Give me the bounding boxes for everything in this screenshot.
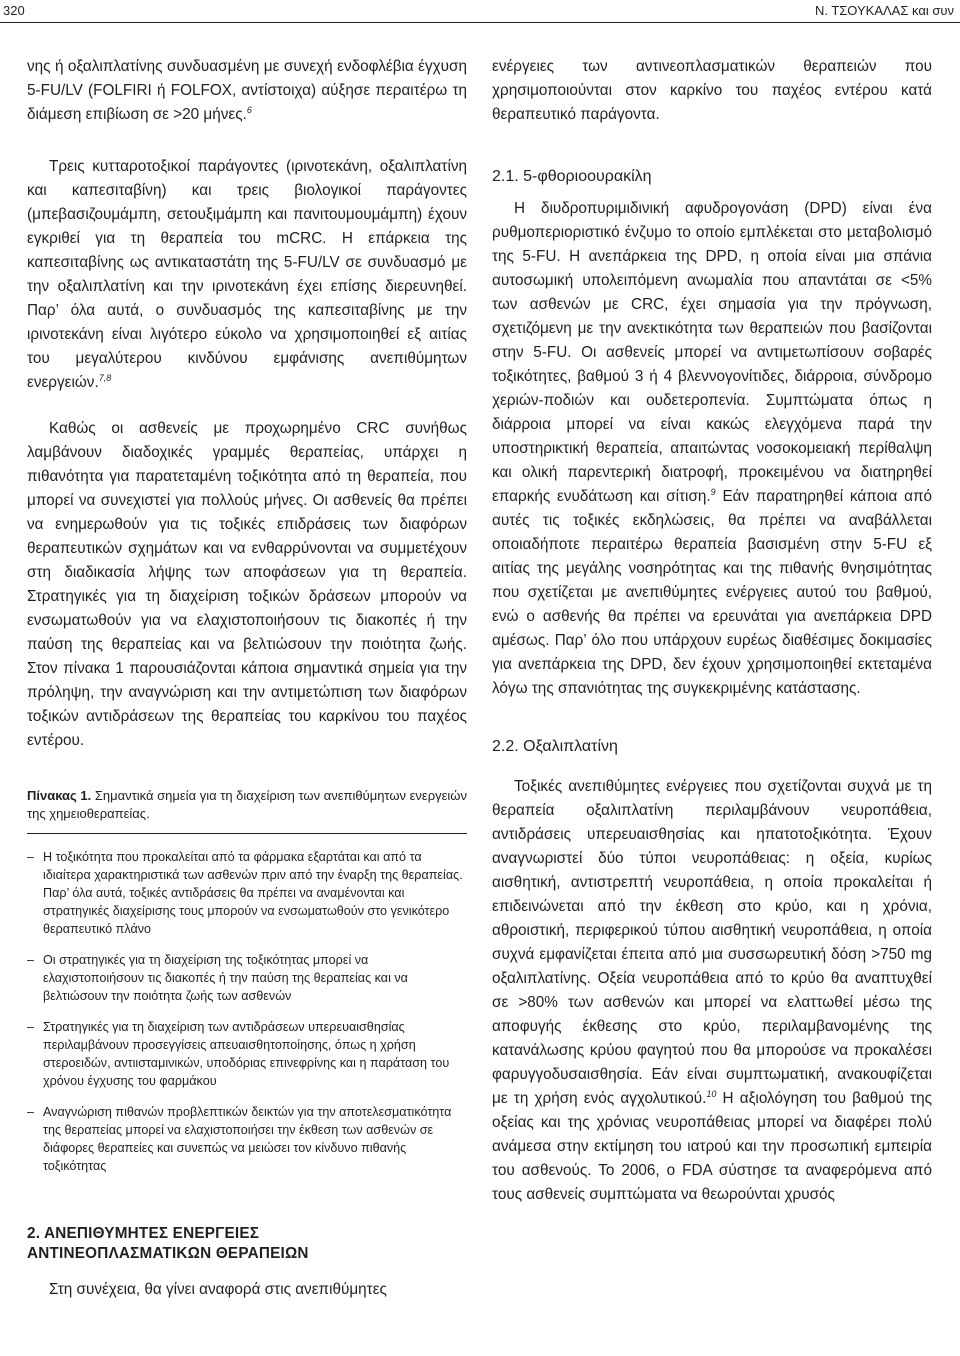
dash-bullet: – (27, 850, 35, 864)
citation-ref: 10 (706, 1088, 717, 1099)
list-item (27, 951, 467, 1005)
section-2-heading-line2: ΑΝΤΙΝΕΟΠΛΑΣΜΑΤΙΚΩΝ ΘΕΡΑΠΕΙΩΝ (27, 1245, 309, 1262)
list-item (27, 1018, 467, 1090)
left-column (27, 55, 467, 1302)
paragraph-text: Η αξιολόγηση του βαθμού της οξείας και της χρόνιας νευροπάθειας μπορεί να διαφέρει πολύ ανάμεσα στην εκτίμηση του ιατρού και την προσωπική εμπειρία του ασθενούς. Το 2006, ο FDA σύστησε τα αναφερόμενα από τους ασθενείς συμπτώματα να θεωρούνται χρυσός (492, 1090, 933, 1203)
table-caption-text: Σημαντικά σημεία για τη διαχείριση των ανεπιθύμητων ενεργειών της χημειοθεραπείας. (27, 788, 467, 821)
running-head: Ν. ΤΣΟΥΚΑΛΑΣ και συν (814, 3, 954, 18)
paragraph-dpd (492, 197, 932, 701)
dash-bullet: – (27, 953, 35, 967)
paragraph-oxaliplatin (492, 775, 932, 1207)
list-item-text: Η τοξικότητα που προκαλείται από τα φάρμακα εξαρτάται και από τα ιδιαίτερα χαρακτηριστικά των ασθενών πριν από την έναρξη της θεραπείας. Παρ’ όλα αυτά, τοξικές αντιδράσεις θα πρέπει να αναμένονται και στρατηγικές διαχείρισης τους μπορούν να ενσωματωθούν στο γενικότερο θεραπευτικό πλάνο (43, 850, 463, 936)
section-2-heading-line1: 2. ΑΝΕΠΙΘΥΜΗΤΕΣ ΕΝΕΡΓΕΙΕΣ (27, 1225, 260, 1242)
citation-ref: 9 (710, 486, 716, 497)
paragraph-intro-continued (27, 55, 467, 127)
dash-bullet: – (27, 1105, 35, 1119)
right-column (492, 55, 932, 1207)
table-caption (27, 787, 467, 823)
citation-ref: 7,8 (98, 372, 112, 383)
paragraph-section2-intro: Στη συνέχεια, θα γίνει αναφορά στις ανεπιθύμητες (49, 1281, 387, 1298)
table-rule (27, 833, 467, 834)
citation-ref: 6 (246, 104, 252, 115)
header-rule (0, 22, 960, 23)
page-number: 320 (3, 3, 25, 18)
list-item-text: Οι στρατηγικές για τη διαχείριση της τοξικότητας μπορεί να ελαχιστοποιήσουν τις διακοπές ή την παύση της θεραπείας και να βελτιώσουν την ποιότητα ζωής των ασθενών (43, 953, 408, 1003)
paragraph-agents (27, 155, 467, 395)
paragraph-text: Εάν παρατηρηθεί κάποια από αυτές τις τοξικές εκδηλώσεις, θα πρέπει να αναβάλλεται οποιαδήποτε περαιτέρω θεραπεία βασισμένη στην 5-FU εξ αιτίας της μεγάλης νοσηρότητας και της πιθανής θνησιμότητας που σχετίζεται με ανεπιθύμητες ενέργειες αυτού του βαθμού, ενώ ο ασθενής θα πρέπει να ερευνάται για ανεπάρκεια DPD αμέσως. Παρ’ όλο που υπάρχουν ευρέως διαθέσιμες δοκιμασίες για ανεπάρκεια της DPD, δεν έχουν χρησιμοποιηθεί εκτεταμένα λόγω της σπανιότητας της συγκεκριμένης κατάστασης. (492, 488, 933, 697)
paragraph-text: νης ή οξαλιπλατίνης συνδυασμένη με συνεχή ενδοφλέβια έγχυση 5-FU/LV (FOLFIRI ή FOLFOX, αντίστοιχα) αύξησε περαιτέρω τη διάμεση επιβίωση σε >20 μήνες. (27, 58, 467, 123)
list-item (27, 1103, 467, 1175)
paragraph-text: Τρεις κυτταροτοξικοί παράγοντες (ιρινοτεκάνη, οξαλιπλατίνη και καπεσιταβίνη) και τρεις βιολογικοί παράγοντες (μπεβασιζουμάμπη, σετουξιμάμπη και πανιτουμουμάμπη) έχουν εγκριθεί για τη θεραπεία του mCRC. Η επάρκεια της καπεσιταβίνης ως αντικαταστάτη της 5-FU/LV σε συνδυασμό με την οξαλιπλατίνη και την ιρινοτεκάνη έχει επίσης διερευνηθεί. Παρ’ όλα αυτά, ο συνδυασμός της καπεσιταβίνης με την ιρινοτεκάνη είναι λιγότερο εύκολο να χρησιμοποιηθεί εξ αιτίας του μεγαλύτερου κινδύνου εμφάνισης ανεπιθύμητων ενεργειών. (27, 158, 467, 391)
page-header (0, 0, 960, 22)
paragraph-toxicity: Καθώς οι ασθενείς με προχωρημένο CRC συνήθως λαμβάνουν διαδοχικές γραμμές θεραπείας, υπάρχει η πιθανότητα για παρατεταμένη τοξικότητα από τη θεραπεία, που μπορεί να συνεχιστεί για πολλούς μήνες. Οι ασθενείς θα πρέπει να ενημερωθούν για τις τοξικές επιδράσεις των διαφόρων θεραπευτικών σχημάτων και να ενθαρρύνονται να συμμετέχουν στη διαδικασία λήψης των αποφάσεων για τη θεραπεία. Στρατηγικές για τη διαχείριση τοξικών δράσεων μπορούν να ενσωματωθούν για να ελαχιστοποιήσουν τις διακοπές ή την παύση της θεραπείας και να βελτιώσουν την ποιότητα ζωής. Στον πίνακα 1 παρουσιάζονται κάποια σημαντικά σημεία για την πρόληψη, την αναγνώριση και την αντιμετώπιση των διαφόρων τοξικών αντιδράσεων της θεραπείας του καρκίνου του παχέος εντέρου. (27, 420, 467, 749)
section-2-heading (27, 1224, 467, 1264)
subsection-2-1-heading: 2.1. 5-φθοριοουρακίλη (492, 168, 652, 185)
table-list (27, 848, 467, 1175)
list-item-text: Αναγνώριση πιθανών προβλεπτικών δεικτών για την αποτελεσματικότητα της θεραπείας μπορεί να ελαχιστοποιήσει την έκθεση των ασθενών σε διάφορες θεραπείες και συνεπώς να μειώσει τον κίνδυνο πιθανής τοξικότητας (43, 1105, 452, 1173)
list-item (27, 848, 467, 938)
dash-bullet: – (27, 1020, 35, 1034)
paragraph-section2-continued: ενέργειες των αντινεοπλασματικών θεραπειών που χρησιμοποιούνται στον καρκίνο του παχέος εντέρου κατά θεραπευτικό παράγοντα. (492, 58, 932, 123)
list-item-text: Στρατηγικές για τη διαχείριση των αντιδράσεων υπερευαισθησίας περιλαμβάνουν προσεγγίσεις απευαισθητοποίησης, όπως η χρήση στεροειδών, αντιισταμινικών, υποδόριας επινεφρίνης και η παράταση του χρόνου έγχυσης του φαρμάκου (43, 1020, 450, 1088)
paragraph-text: Τοξικές ανεπιθύμητες ενέργειες που σχετίζονται συχνά με τη θεραπεία οξαλιπλατίνη περιλαμβάνουν νευροπάθεια, αντιδράσεις υπερευαισθησίας και ηπατοτοξικότητα. Έχουν αναγνωριστεί δύο τύποι νευροπάθειας: η οξεία, κυρίως αισθητική, αντιστρεπτή νευροπάθεια, η οποία προκαλείται ή επιδεινώνεται από την έκθεση στο κρύο, και η χρόνια, αθροιστική, περιφερικού τύπου αισθητική νευροπάθεια, η οποία συχνά εμφανίζεται έπειτα από μια συσσωρευτική δόση >750 mg οξαλιπλατίνης. Οξεία νευροπάθεια από το κρύο θα αναπτυχθεί σε >80% των ασθενών και μπορεί να ελαττωθεί μέσω της αποφυγής έκθεσης στο κρύο, περιλαμβανομένης της κατανάλωσης κρύου φαγητού που θα μπορούσε να προκαλέσει φαρυγγοδυσαισθησία. Εάν είναι συμπτωματική, ανακουφίζεται με τη χρήση ενός αγχολυτικού. (492, 778, 932, 1107)
table-label: Πίνακας 1. (27, 788, 92, 803)
subsection-2-2-heading: 2.2. Οξαλιπλατίνη (492, 738, 618, 755)
paragraph-text: Η διυδροπυριμιδινική αφυδρογονάση (DPD) είναι ένα ρυθμοπεριοριστικό ένζυμο το οποίο εμπλέκεται στο μεταβολισμό της 5-FU. Η ανεπάρκεια της DPD, η οποία είναι μια σπάνια αυτοσωμική υπολειπόμενη ανωμαλία που απαντάται σε <5% των ασθενών με CRC, έχει σημασία για την πρόγνωση, σχετιζόμενη με την ανεκτικότητα των θεραπειών που βασίζονται στην 5-FU. Οι ασθενείς μπορεί να αντιμετωπίσουν σοβαρές τοξικότητες, βαθμού 3 ή 4 βλεννογονίτιδες, διάρροια, σύνδρομο χεριών-ποδιών και ουδετεροπενία. Συμπτώματα όπως η διάρροια μπορεί να είναι κακώς ελεγχόμενα παρά την υποστηρικτική θεραπεία, απαιτώντας νοσοκομειακή περίθαλψη και ολική παρεντερική διατροφή, προκειμένου να διατηρηθεί επαρκής ενυδάτωση και σίτιση. (492, 200, 932, 505)
